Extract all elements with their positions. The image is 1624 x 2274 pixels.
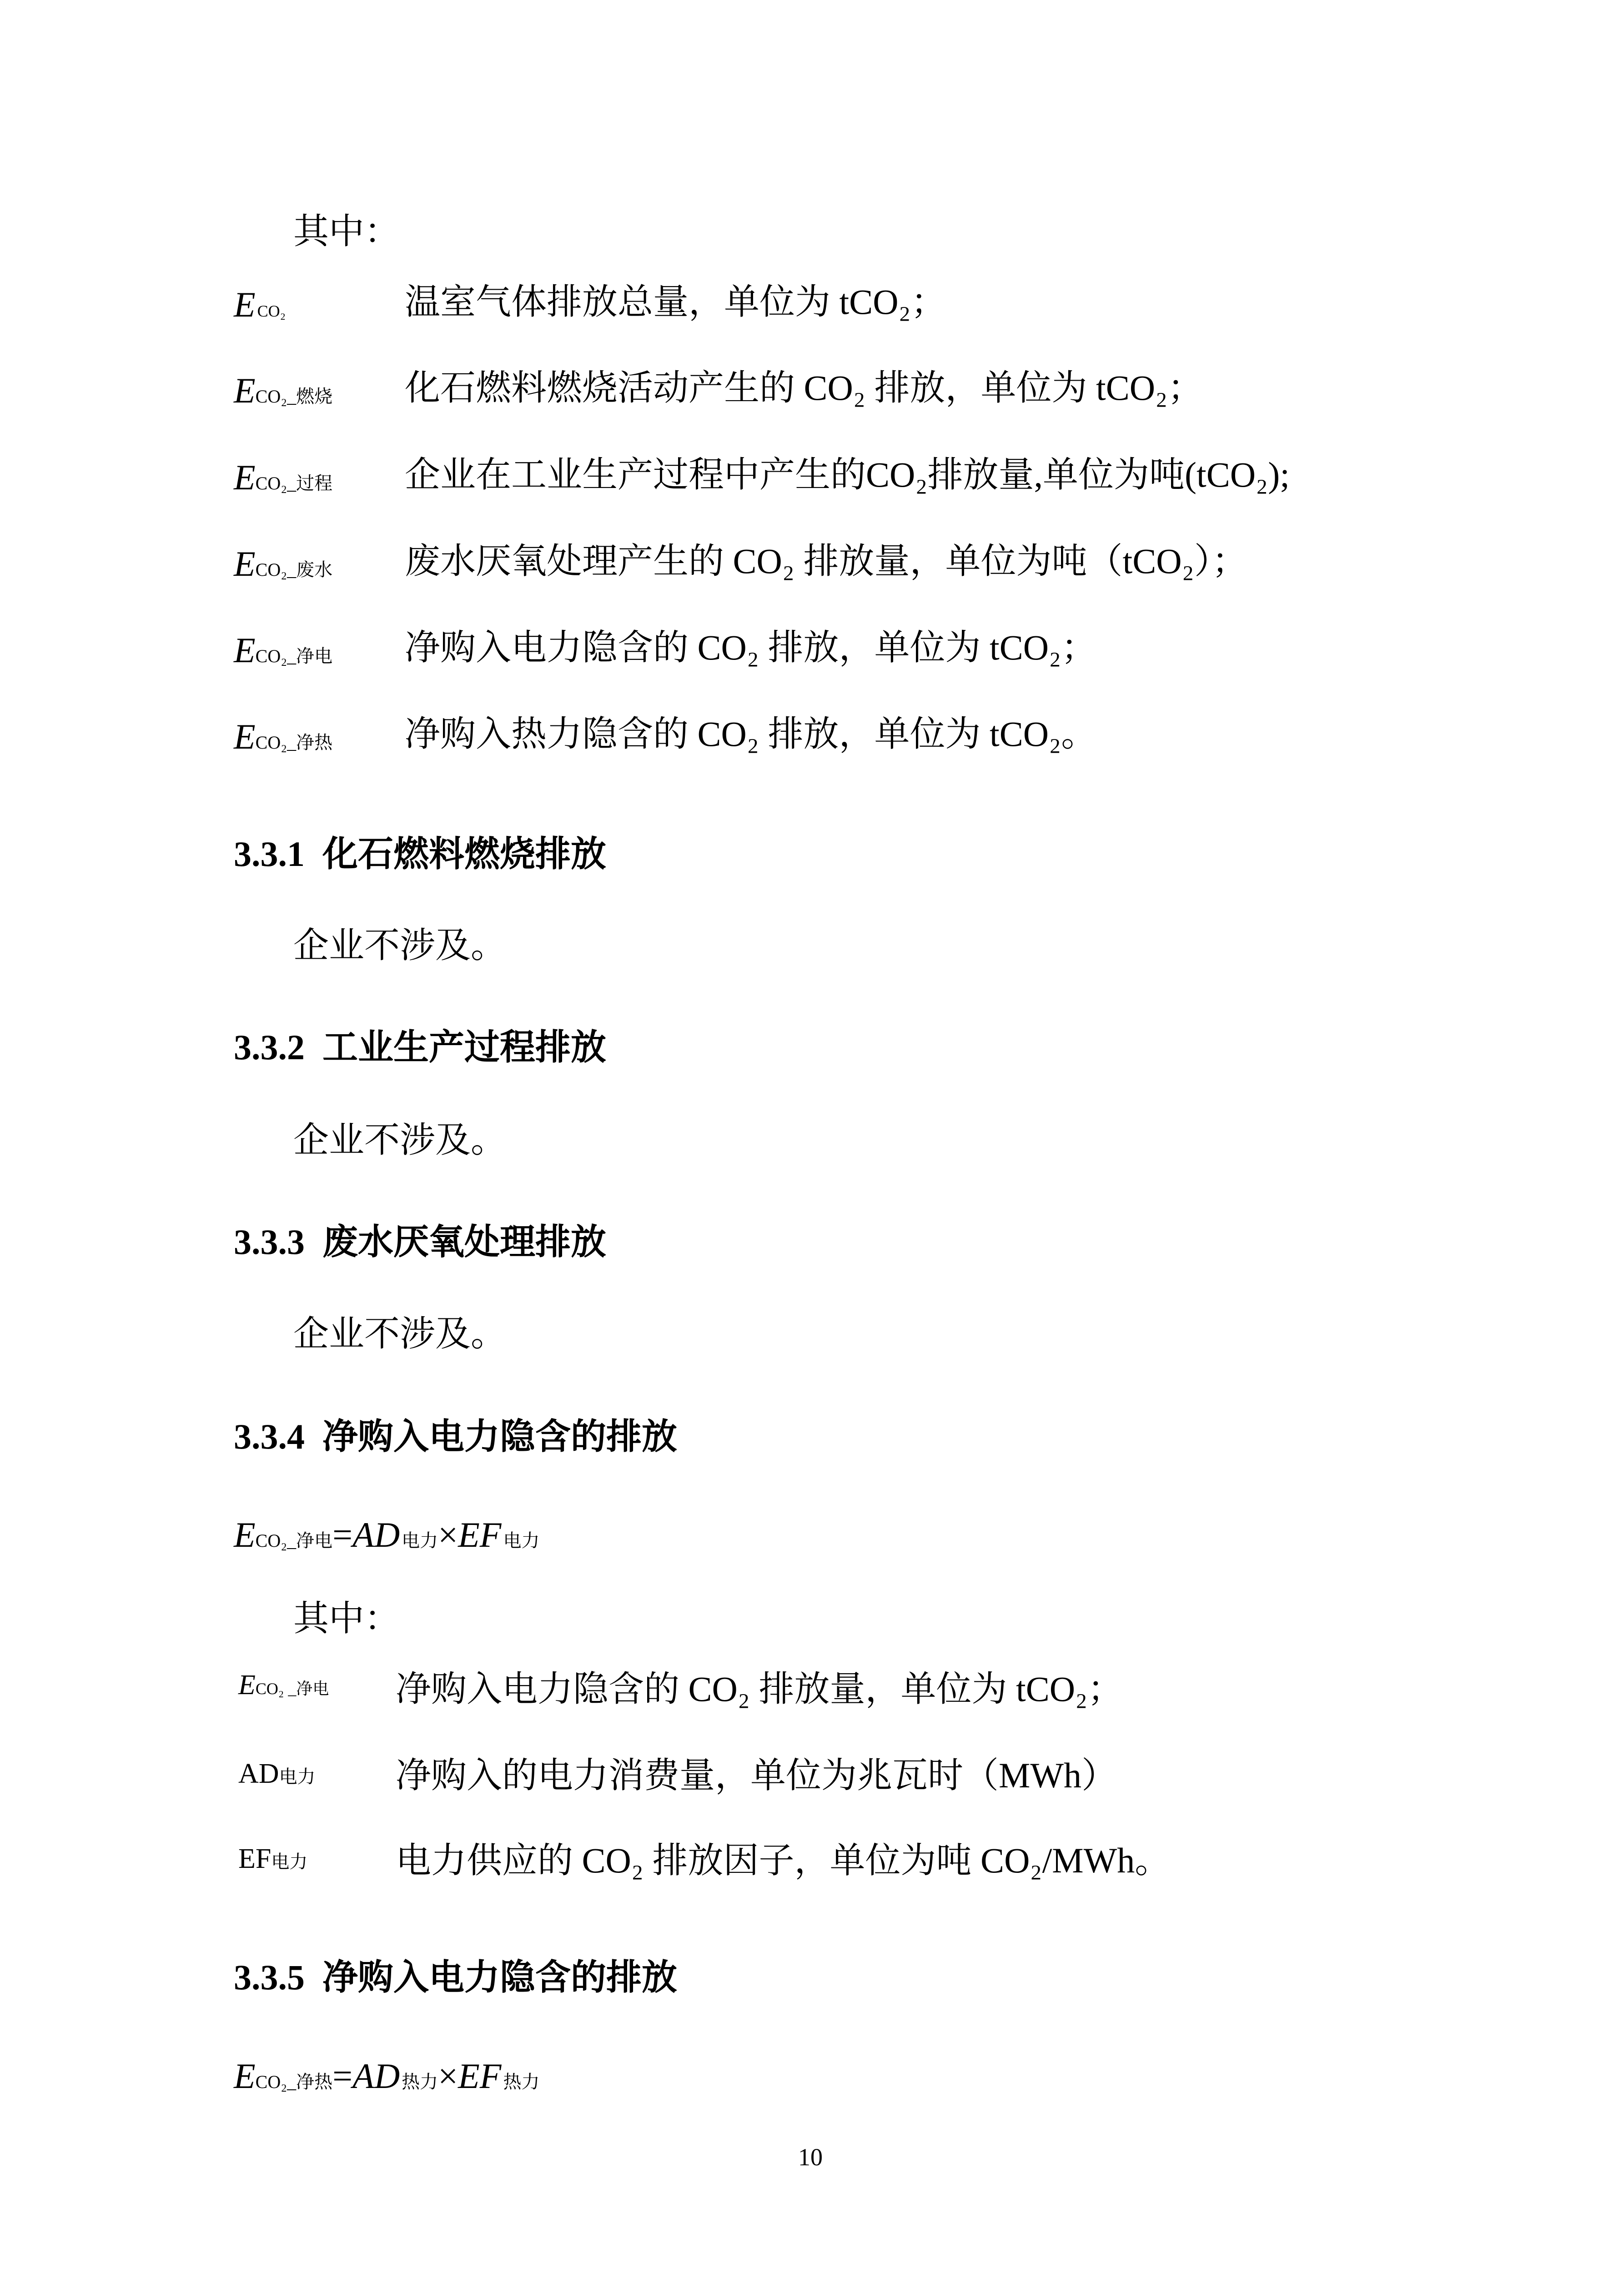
formula-ef-subscript: 电力 xyxy=(503,1530,540,1551)
formula-equals: = xyxy=(332,2056,353,2096)
def-text: 净购入的电力消费量，单位为兆瓦时（MWh） xyxy=(396,1756,1117,1795)
symbol-main: E xyxy=(234,371,256,410)
symbol-main: EF xyxy=(238,1843,272,1874)
section-number: 3.3.3 xyxy=(234,1222,305,1262)
def-text: 企业在工业生产过程中产生的CO₂排放量,单位为吨(tCO₂); xyxy=(405,455,1290,494)
section-heading-3-3-1 xyxy=(234,825,606,876)
section-number: 3.3.4 xyxy=(234,1417,305,1456)
symbol-subscript: 电力 xyxy=(271,1851,308,1872)
symbol-main: E xyxy=(234,717,256,756)
def-symbol xyxy=(238,1758,316,1790)
def-symbol xyxy=(238,1843,307,1875)
def-symbol xyxy=(234,457,332,498)
def-text: 净购入电力隐含的 CO₂ 排放，单位为 tCO₂； xyxy=(405,628,1097,667)
symbol-subscript: CO₂_燃烧 xyxy=(255,386,333,407)
def-symbol xyxy=(234,543,332,584)
page-number: 10 xyxy=(798,2143,823,2171)
section-title: 工业生产过程排放 xyxy=(322,1027,607,1067)
symbol-main: E xyxy=(238,1670,256,1700)
formula-ad-subscript: 热力 xyxy=(402,2072,438,2092)
formula-ef: EF xyxy=(458,1515,502,1555)
def-symbol xyxy=(234,630,332,671)
section-number: 3.3.5 xyxy=(234,1957,305,1997)
section-title: 净购入电力隐含的排放 xyxy=(322,1957,678,1997)
formula-ad: AD xyxy=(352,1515,400,1555)
def-text: 电力供应的 CO₂ 排放因子，单位为吨 CO₂/MWh。 xyxy=(396,1841,1171,1880)
symbol-main: E xyxy=(234,285,256,324)
symbol-subscript: CO₂ xyxy=(257,302,286,320)
def-text: 废水厌氧处理产生的 CO₂ 排放量，单位为吨（tCO₂）； xyxy=(405,541,1247,581)
symbol-main: E xyxy=(234,544,256,584)
symbol-subscript: CO₂_废水 xyxy=(255,559,333,580)
formula-e-subscript: CO₂_净电 xyxy=(255,1530,333,1551)
def-text: 温室气体排放总量，单位为 tCO₂； xyxy=(405,282,946,322)
symbol-subscript: CO₂_净电 xyxy=(255,646,333,666)
section-title: 废水厌氧处理排放 xyxy=(322,1222,607,1262)
section-number: 3.3.1 xyxy=(234,834,305,874)
formula-ef: EF xyxy=(458,2056,502,2096)
section-title: 净购入电力隐含的排放 xyxy=(322,1417,678,1456)
intro-text: 其中： xyxy=(293,211,400,251)
section-body: 企业不涉及。 xyxy=(293,1120,507,1160)
formula-ef-subscript: 热力 xyxy=(503,2072,540,2092)
formula-ad-subscript: 电力 xyxy=(402,1530,438,1551)
symbol-main: E xyxy=(234,458,256,497)
formula-heat xyxy=(234,2056,539,2097)
formula-e: E xyxy=(234,1515,256,1555)
section-title: 化石燃料燃烧排放 xyxy=(322,834,607,874)
def-symbol xyxy=(234,284,286,325)
def-symbol xyxy=(234,716,332,757)
formula-e-subscript: CO₂_净热 xyxy=(255,2072,333,2092)
def-symbol xyxy=(238,1669,329,1701)
symbol-subscript: CO₂_过程 xyxy=(255,473,333,493)
symbol-subscript: CO₂ _净电 xyxy=(255,1680,329,1698)
section-heading-3-3-2 xyxy=(234,1019,606,1070)
formula-ad: AD xyxy=(352,2056,400,2096)
section-number: 3.3.2 xyxy=(234,1027,305,1067)
symbol-main: E xyxy=(234,630,256,670)
section-body: 企业不涉及。 xyxy=(293,1314,507,1353)
formula-electricity xyxy=(234,1514,539,1555)
formula-times: × xyxy=(438,2056,458,2096)
intro-text: 其中： xyxy=(293,1599,400,1638)
symbol-subscript: CO₂_净热 xyxy=(255,732,333,753)
section-heading-3-3-3 xyxy=(234,1213,606,1264)
symbol-subscript: 电力 xyxy=(279,1766,316,1787)
formula-times: × xyxy=(438,1515,458,1555)
section-heading-3-3-4 xyxy=(234,1408,677,1459)
def-text: 净购入热力隐含的 CO₂ 排放，单位为 tCO₂。 xyxy=(405,714,1097,754)
def-text: 净购入电力隐含的 CO₂ 排放量，单位为 tCO₂； xyxy=(396,1669,1123,1709)
def-text: 化石燃料燃烧活动产生的 CO₂ 排放，单位为 tCO₂； xyxy=(405,368,1203,408)
symbol-main: AD xyxy=(238,1758,279,1789)
section-body: 企业不涉及。 xyxy=(293,926,507,965)
formula-e: E xyxy=(234,2056,256,2096)
section-heading-3-3-5 xyxy=(234,1949,677,2000)
formula-equals: = xyxy=(332,1515,353,1555)
def-symbol xyxy=(234,370,332,411)
